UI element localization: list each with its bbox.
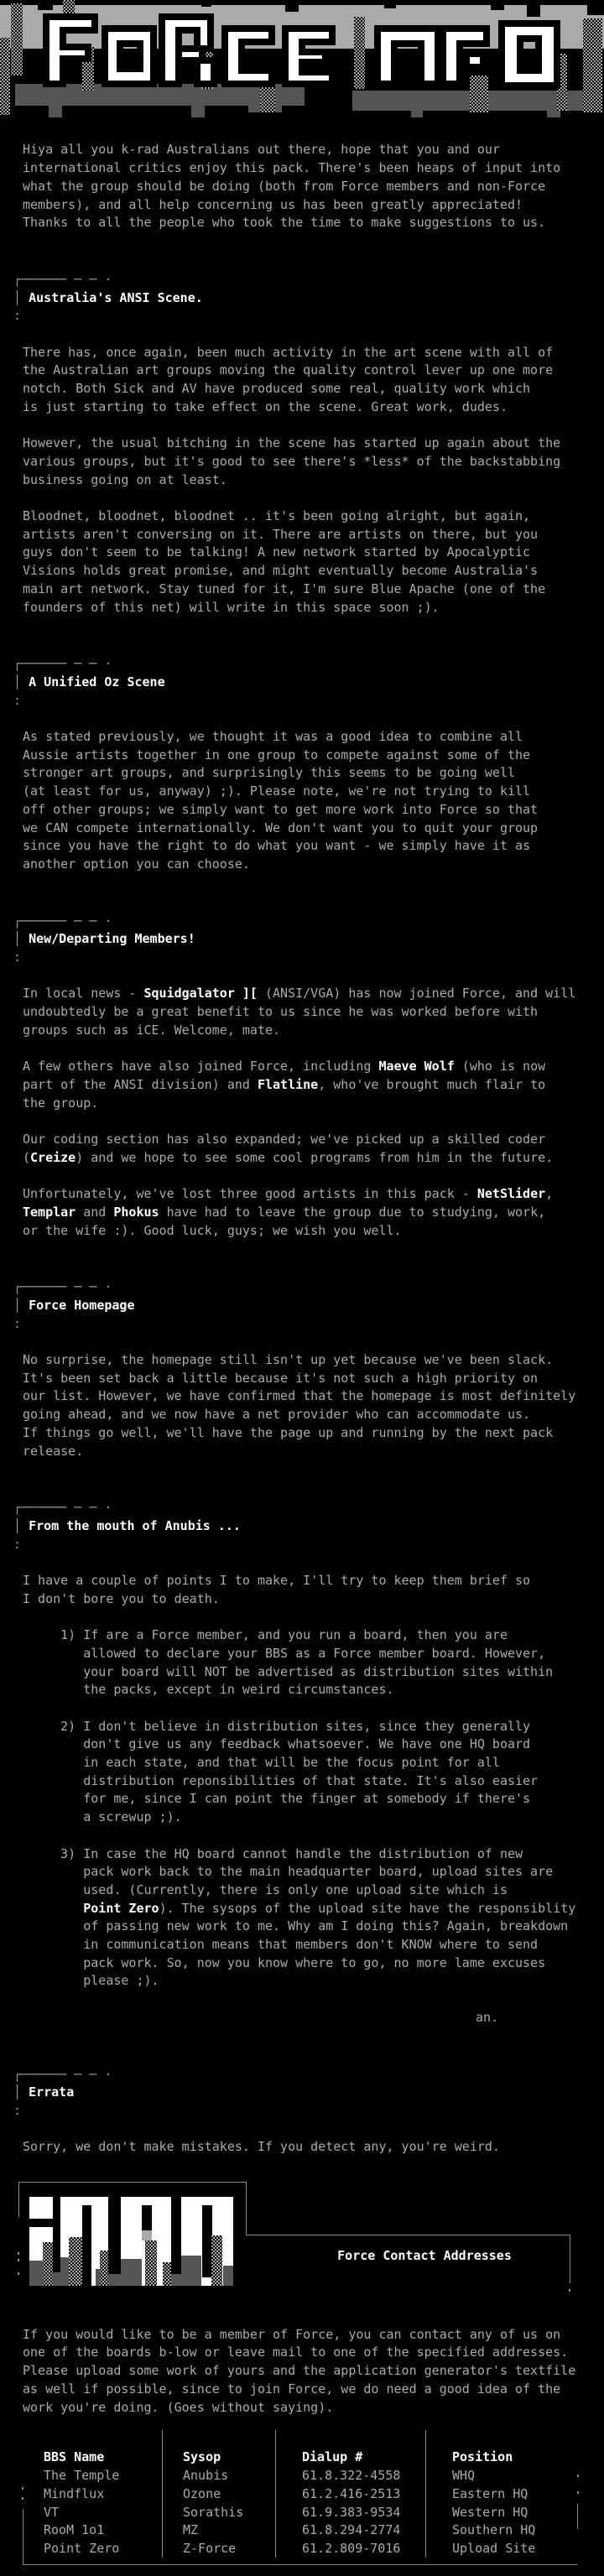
table-header-1: Sysop [183,2449,221,2465]
table-cell: Point Zero [44,2541,120,2557]
text-line: the group. [23,1095,99,1111]
text-line: part of the ANSI division) and Flatline, who've brought much flair to [23,1076,546,1092]
paragraph [13,1718,596,1827]
table-cell: MZ [183,2522,199,2538]
nfo-document [0,141,604,2576]
contact-paragraph [13,2326,596,2417]
section-border-tail: : [13,1536,22,1552]
table-cell: VT [44,2504,60,2520]
bright-text: Squidgalator ][ [143,986,258,1002]
text-line: Hiya all you k-rad Australians out there, hope that you and our [23,142,500,158]
section-3 [13,1278,596,1460]
text-line: what the group should be doing (both from Force members and non-Force [23,178,546,194]
text-line: Our coding section has also expanded; we've picked up a skilled coder [23,1132,546,1147]
section-border-top: ┌────── ─ ─ · [13,656,112,672]
text-line: another option you can choose. [23,856,250,872]
table-cell: Anubis [183,2468,229,2484]
text-line: 1) If are a Force member, and you run a board, then you are [23,1627,508,1643]
table-header-3: Position [452,2449,513,2465]
paragraph [13,1185,596,1240]
text-line: going ahead, and we now have a net provider who can accommodate us. [23,1407,531,1423]
text-line: I have a couple of points I to make, I'll try to keep them brief so [23,1573,531,1589]
table-cell: 61.2.416-2513 [302,2485,401,2501]
section-border-tail: : [13,308,22,324]
text-line: Point Zero). The sysops of the upload site have the responsiblity [83,1900,576,1916]
border-dot [577,2475,579,2477]
text-line: for me, since I can point the finger at somebody if there's [23,1791,531,1807]
section-border-tail: : [13,2102,22,2118]
info-logo [18,2187,245,2292]
text-line: release. [23,1443,84,1459]
bright-text: Flatline [257,1076,319,1092]
paragraph [13,507,596,617]
table-cell: The Temple [44,2468,120,2484]
section-border-top: ┌────── ─ ─ · [13,913,112,929]
text-line: is just starting to take effect on the scene. Great work, dudes. [23,398,508,414]
section-title-line [13,1517,596,1536]
border-dot [577,2491,579,2494]
section-border-left: │ [13,289,29,305]
table-cell: WHQ [452,2468,476,2484]
text-line: international critics enjoy this pack. There's been heaps of input into [23,160,561,176]
text-line: (at least for us, anyway) ;). Please note, we're not trying to kill [23,783,531,799]
section-header [13,1499,596,1553]
text-line: work you're doing. (Goes without saying). [23,2399,334,2415]
section-header [13,913,596,967]
table-cell: Southern HQ [452,2522,536,2538]
table-border-right [577,2504,578,2529]
text-line: one of the boards b-low or leave mail to one of the specified addresses. [23,2344,569,2360]
section-border-tail: : [13,692,22,708]
table-column-separator [275,2430,276,2558]
text-line: artists aren't conversing on it. There are artists on there, but you [23,526,539,542]
info-box-border-right [246,2182,247,2235]
intro-paragraph [13,141,596,232]
section-title: From the mouth of Anubis ... [29,1517,241,1533]
text-line: in communication means that members don't KNOW where to send [23,1937,539,1953]
section-title-line [13,2084,596,2102]
text-line: (Creize) and we hope to see some cool programs from him in the future. [23,1149,554,1165]
section-header [13,2066,596,2121]
text-line: Sorry, we don't make mistakes. If you detect any, you're weird. [23,2139,500,2155]
text-line: Unfortunately, we've lost three good artists in this pack - NetSlider, [23,1186,554,1202]
section-title: Force Homepage [29,1297,135,1313]
table-cell: RooM 1o1 [44,2522,105,2538]
text-line: the packs, except in weird circumstances. [23,1682,394,1698]
text-line: notch. Both Sick and AV have produced some real, quality work which [23,381,531,397]
text-line: in each state, and that will be the focus point for all [23,1755,500,1771]
text-line: Bloodnet, bloodnet, bloodnet .. it's been going alright, but again, [23,508,531,523]
section-0 [13,271,596,617]
text-line: Thanks to all the people who took the time to make suggestions to us. [23,215,546,231]
text-line: There has, once again, been much activity in the art scene with all of [23,344,554,360]
text-line: or the wife :). Good luck, guys; we wish you well. [23,1222,402,1238]
table-column-separator [162,2430,163,2558]
table-column-separator [425,2430,426,2558]
text-line: various groups, but it's good to see there's *less* of the backstabbing [23,453,561,469]
border-dot [569,2289,570,2292]
info-box-border-top [18,2182,246,2183]
text-line: guys don't seem to be talking! A new network started by Apocalyptic [23,544,531,560]
text-line: members), and all help concerning us has been greatly appreciated! [23,196,523,212]
text-line: of passing new work to me. Why am I doing this? Again, breakdown [23,1918,569,1934]
bright-text: Point Zero [83,1900,159,1916]
text-line: Aussie artists together in one group to compete against some of the [23,747,531,762]
section-border-tail: : [13,950,22,965]
section-border-top: ┌────── ─ ─ · [13,1500,112,1516]
table-cell: 61.8.322-4558 [302,2468,401,2484]
section-title: New/Departing Members! [29,931,195,947]
text-line: business going on at least. [23,471,227,487]
text-line: As stated previously, we thought it was a good idea to combine all [23,729,523,745]
text-line: stronger art groups, and surprisingly this seems to be going well [23,765,515,781]
section-border-top: ┌────── ─ ─ · [13,1279,112,1295]
text-line: In local news - Squidgalator ][ (ANSI/VGA) has now joined Force, and will [23,986,576,1002]
section-title-line [13,674,596,692]
text-line: as well if possible, since to join Force, we do need a good idea of the [23,2381,561,2396]
paragraph [13,728,596,874]
bright-text: Creize [30,1149,76,1165]
border-dot [22,2497,23,2500]
text-line: since you have the right to do what you want - we simply have it as [23,838,531,854]
section-title: A Unified Oz Scene [29,674,165,690]
signature [13,2009,596,2027]
text-line: It's been set back a little because it's not such a high priority on [23,1370,539,1386]
section-border-left: │ [13,1297,29,1313]
text-line: distribution reponsibilities of that state. It's also easier [23,1772,539,1788]
paragraph [13,435,596,489]
paragraph [13,344,596,417]
signature-line: an. [476,2009,499,2025]
paragraph [13,1626,596,1699]
section-border-left: │ [13,1517,29,1533]
text-line: pack work back to the main headquarter board, upload sites are [23,1864,554,1880]
text-line: pack work. So, now you know where to go, no more lame excuses [23,1954,546,1970]
paragraph [13,1351,596,1460]
text-line: A few others have also joined Force, including Maeve Wolf (who is now [23,1059,546,1075]
table-cell: Western HQ [452,2504,528,2520]
section-header [13,271,596,325]
section-5 [13,2066,596,2157]
text-line: off other groups; we simply want to get more work into Force so that [23,801,539,817]
section-border-left: │ [13,2084,29,2100]
table-cell: Ozone [183,2485,221,2501]
text-line: If things go well, we'll have the page up and running by the next pack [23,1424,554,1440]
text-line: groups such as iCE. Welcome, mate. [23,1022,281,1038]
bright-text: Phokus [113,1204,159,1220]
text-line: 2) I don't believe in distribution sites, since they generally [23,1718,531,1734]
section-header [13,1278,596,1333]
section-4 [13,1499,596,2027]
text-line: the Australian art groups moving the quality control lever up one more [23,362,554,378]
bright-text: Maeve Wolf [378,1059,455,1075]
table-cell: Sorathis [183,2504,244,2520]
section-border-top: ┌────── ─ ─ · [13,271,112,287]
section-title: Errata [29,2084,75,2100]
section-title-line [13,930,596,949]
text-line: allowed to declare your BBS as a Force member board. However, [23,1645,546,1661]
table-cell: 61.9.383-9534 [302,2504,401,2520]
text-line: However, the usual bitching in the scene has started up again about the [23,435,561,451]
paragraph [13,1058,596,1112]
text-line: please ;). [23,1973,159,1989]
paragraph [13,1131,596,1167]
contact-addresses-label: Force Contact Addresses [337,2248,512,2264]
info-banner [13,2182,596,2308]
section-1 [13,655,596,873]
table-cell: Z-Force [183,2541,237,2557]
text-line: If you would like to be a member of Force, you can contact any of us on [23,2326,561,2342]
text-line: don't give us any feedback whatsoever. We have one HQ board [23,1736,531,1752]
paragraph [13,2138,596,2157]
paragraph [13,985,596,1039]
text-line: Visions holds great promise, and might eventually become Australia's [23,563,539,579]
text-line: a screwup ;). [23,1809,182,1825]
bright-text: NetSlider [476,1186,546,1202]
text-line: our list. However, we have confirmed that the homepage is most definitely [23,1388,576,1404]
table-header-2: Dialup # [302,2449,363,2465]
text-line: Templar and Phokus have had to leave the group due to studying, work, [23,1204,546,1220]
bright-text: Templar [23,1204,76,1220]
table-cell: 61.2.809-7016 [302,2541,401,2557]
table-header-0: BBS Name [44,2449,105,2465]
text-line: No surprise, the homepage still isn't up yet because we've been slack. [23,1352,554,1368]
section-title-line [13,289,596,308]
section-border-left: │ [13,931,29,947]
text-line: 3) In case the HQ board cannot handle the distribution of new [23,1845,523,1861]
text-line: we CAN compete internationally. We don't want you to quit your group [23,820,539,835]
section-title-line [13,1297,596,1315]
text-line: undoubtedly be a great benefit to us since he was worked before with [23,1004,539,1020]
border-dot [22,2487,23,2490]
table-border-bottom [23,2564,577,2565]
section-border-top: ┌────── ─ ─ · [13,2066,112,2082]
paragraph [13,1572,596,1608]
text-line: Please upload some work of yours and the application generator's textfile [23,2363,576,2379]
text-line: main art network. Stay tuned for it, I'm sure Blue Apache (one of the [23,580,546,596]
table-cell: Mindflux [44,2485,105,2501]
text-line: I don't bore you to death. [23,1590,220,1606]
force-nfo-logo [0,0,604,117]
section-header [13,655,596,710]
section-border-left: │ [13,674,29,690]
document-body [13,141,596,2157]
section-title: Australia's ANSI Scene. [29,289,203,305]
text-line: used. (Currently, there is only one upload site which is [23,1881,508,1897]
table-cell: Upload Site [452,2541,536,2557]
text-line: founders of this net) will write in this space soon ;). [23,599,440,615]
table-cell: Eastern HQ [452,2485,528,2501]
bbs-table [13,2428,596,2576]
table-cell: 61.8.294-2774 [302,2522,401,2538]
section-border-tail: : [13,1315,22,1331]
text-line: your board will NOT be advertised as distribution sites within [23,1663,554,1679]
section-2 [13,913,596,1241]
paragraph [13,1845,596,1991]
